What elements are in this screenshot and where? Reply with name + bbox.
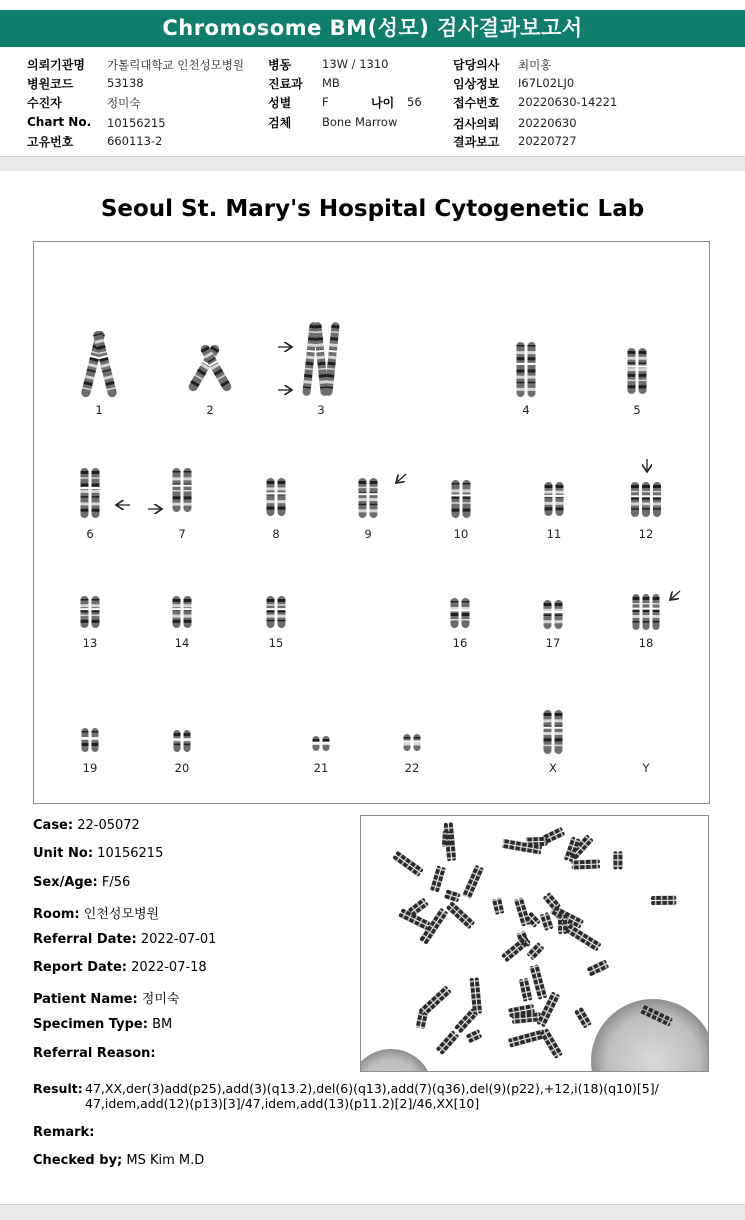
info-value-specimen: Bone Marrow (322, 115, 398, 129)
metaphase-chromosome (574, 1007, 592, 1029)
case-value: 22-05072 (77, 818, 140, 833)
metaphase-chromosome (502, 839, 543, 855)
chromosome-label: 15 (268, 636, 284, 650)
specimen-type-row: Specimen Type: BM (33, 1017, 173, 1032)
info-label-specimen: 검체 (268, 116, 292, 130)
chromosome-label: 6 (86, 527, 94, 541)
chromosome-label: 12 (638, 527, 654, 541)
karyogram-panel (33, 241, 710, 804)
metaphase-chromosome (571, 859, 600, 869)
metaphase-chromosome (418, 985, 452, 1017)
info-label-report-date: 결과보고 (453, 135, 500, 149)
chromosome-label: 11 (546, 527, 562, 541)
chromosome-18 (632, 594, 660, 630)
metaphase-chromosome (436, 1030, 460, 1055)
info-label-age: 나이 (371, 96, 395, 110)
arrow-icon (396, 474, 406, 483)
referral-reason-row: Referral Reason: (33, 1046, 156, 1061)
info-value-institution: 가톨릭대학교 인천성모병원 (107, 58, 244, 72)
chromosome-21 (312, 736, 330, 751)
metaphase-chromosome (514, 897, 531, 926)
info-label-institution: 의뢰기관명 (27, 58, 85, 72)
chromosome-label: 18 (638, 636, 654, 650)
sex-age-value: F/56 (101, 875, 131, 890)
info-value-department: MB (322, 76, 340, 90)
chromosome-20 (173, 730, 191, 752)
info-value-receipt-no: 20220630-14221 (518, 95, 618, 109)
chromosome-label: 1 (95, 403, 103, 417)
info-value-unique-no: 660113-2 (107, 134, 163, 148)
chromosome-label: 9 (364, 527, 372, 541)
metaphase-chromosome (613, 851, 622, 869)
info-value-request-date: 20220630 (518, 116, 577, 130)
referral-date-value: 2022-07-01 (140, 932, 217, 947)
chromosome-label: 5 (633, 403, 641, 417)
info-label-hospital-code: 병원코드 (27, 77, 74, 91)
chromosome-1 (80, 330, 118, 398)
info-label-department: 진료과 (268, 77, 303, 91)
chromosome-label: 4 (522, 403, 530, 417)
patient-name-value: 정미숙 (141, 992, 180, 1007)
unit-value: 10156215 (97, 846, 164, 861)
chromosome-label: 8 (272, 527, 280, 541)
room-value: 인천성모병원 (83, 907, 160, 922)
chromosome-label: 14 (174, 636, 190, 650)
metaphase-image (360, 815, 709, 1072)
info-label-clinical-info: 임상정보 (453, 77, 500, 91)
info-value-sex: F (322, 95, 329, 109)
chromosome-X (543, 710, 563, 754)
chromosome-label: 3 (317, 403, 325, 417)
metaphase-chromosome (470, 977, 483, 1014)
specimen-type-value: BM (152, 1017, 173, 1032)
chromosome-16 (450, 598, 470, 628)
chromosome-label: 10 (453, 527, 469, 541)
chromosome-7 (172, 468, 192, 512)
info-label-sex: 성별 (268, 96, 292, 110)
chromosome-label: 22 (404, 761, 420, 775)
case-row: Case: 22-05072 (33, 818, 140, 833)
chromosome-4 (516, 342, 536, 397)
referral-date-row: Referral Date: 2022-07-01 (33, 932, 217, 947)
info-label-request-date: 검사의뢰 (453, 117, 500, 131)
info-label-chart-no: Chart No. (27, 115, 92, 129)
metaphase-chromosome (446, 901, 475, 929)
chromosome-8 (266, 478, 286, 516)
metaphase-chromosome (416, 1011, 428, 1029)
info-value-doctor: 최미홍 (518, 58, 552, 72)
metaphase-chromosome (462, 865, 484, 899)
chromosome-label: 13 (82, 636, 98, 650)
unit-row: Unit No: 10156215 (33, 846, 164, 861)
chromosome-label: 7 (178, 527, 186, 541)
result-line: 47,XX,der(3)add(p25),add(3)(q13.2),del(6)(q13),add(7)(q36),del(9)(p22),+12,i(18)(q10)[5]/ (85, 1081, 659, 1096)
chromosome-13 (80, 596, 100, 628)
patient-name-row: Patient Name: 정미숙 (33, 992, 180, 1007)
info-label-patient: 수진자 (27, 96, 62, 110)
metaphase-chromosome (540, 1028, 563, 1059)
chromosome-11 (544, 482, 564, 516)
info-value-hospital-code: 53138 (107, 76, 144, 90)
chromosome-12 (631, 482, 662, 517)
result-line: 47,idem,add(12)(p13)[3]/47,idem,add(13)(p11.2)[2]/46,XX[10] (85, 1096, 480, 1111)
patient-info-block (0, 54, 745, 154)
metaphase-chromosome (444, 889, 461, 902)
karyogram-image (34, 242, 709, 803)
divider (0, 156, 745, 171)
metaphase-chromosome (587, 959, 610, 976)
chromosome-17 (543, 600, 563, 629)
arrow-icon (670, 591, 680, 600)
info-label-ward: 병동 (268, 58, 292, 72)
info-value-patient: 정미숙 (107, 96, 141, 110)
checked-by (33, 1153, 204, 1168)
result-karyotype (85, 1081, 725, 1111)
result-label: Result: (33, 1081, 83, 1096)
info-label-doctor: 담당의사 (453, 58, 500, 72)
chromosome-15 (266, 596, 286, 628)
chromosome-3 (302, 322, 341, 397)
info-value-clinical-info: I67L02LJ0 (518, 76, 575, 90)
metaphase-chromosome (492, 897, 504, 915)
info-label-unique-no: 고유번호 (27, 135, 74, 149)
report-title: Chromosome BM(성모) 검사결과보고서 (0, 10, 745, 47)
info-label-receipt-no: 접수번호 (453, 96, 500, 110)
chromosome-label: 21 (313, 761, 329, 775)
chromosome-6 (80, 468, 100, 518)
remark-label: Remark: (33, 1125, 95, 1140)
metaphase-chromosome (651, 896, 677, 905)
metaphase-spread-graphic (361, 816, 708, 1071)
metaphase-chromosome (430, 865, 446, 892)
abnormality-arrows (116, 347, 680, 600)
info-value-age: 56 (407, 95, 422, 109)
metaphase-chromosome (565, 924, 602, 952)
chromosome-22 (403, 734, 421, 751)
chromosome-5 (627, 348, 647, 394)
metaphase-chromosome (501, 935, 531, 962)
chromosome-2 (187, 343, 234, 393)
info-value-ward: 13W / 1310 (322, 57, 389, 71)
metaphase-chromosome (519, 978, 533, 1002)
chromosome-label: X (549, 761, 557, 775)
chromosome-9 (358, 478, 378, 518)
report-date-value: 2022-07-18 (131, 960, 207, 975)
report-date-row: Report Date: 2022-07-18 (33, 960, 207, 975)
checked-by-value: MS Kim M.D (126, 1153, 205, 1168)
info-value-report-date: 20220727 (518, 134, 577, 148)
room-row: Room: 인천성모병원 (33, 907, 160, 922)
sex-age-row: Sex/Age: F/56 (33, 875, 131, 890)
chromosome-label: 19 (82, 761, 98, 775)
chromosome-label: 17 (545, 636, 561, 650)
chromosome-label: Y (642, 761, 650, 775)
chromosome-14 (172, 596, 192, 628)
metaphase-chromosome (540, 912, 554, 931)
chromosome-label: 2 (206, 403, 214, 417)
footer-bar (0, 1204, 745, 1220)
lab-title: Seoul St. Mary's Hospital Cytogenetic Lab (100, 196, 645, 222)
nucleus (361, 1049, 433, 1071)
chromosome-10 (451, 480, 471, 518)
info-value-chart-no: 10156215 (107, 116, 166, 130)
metaphase-chromosome (466, 1029, 483, 1043)
metaphase-chromosome (392, 851, 424, 877)
metaphase-chromosome (508, 1029, 546, 1047)
chromosome-label: 16 (452, 636, 468, 650)
chromosome-19 (81, 728, 99, 752)
metaphase-chromosome (529, 964, 547, 1000)
checked-by-label: Checked by; (33, 1153, 123, 1168)
chromosome-label: 20 (174, 761, 190, 775)
